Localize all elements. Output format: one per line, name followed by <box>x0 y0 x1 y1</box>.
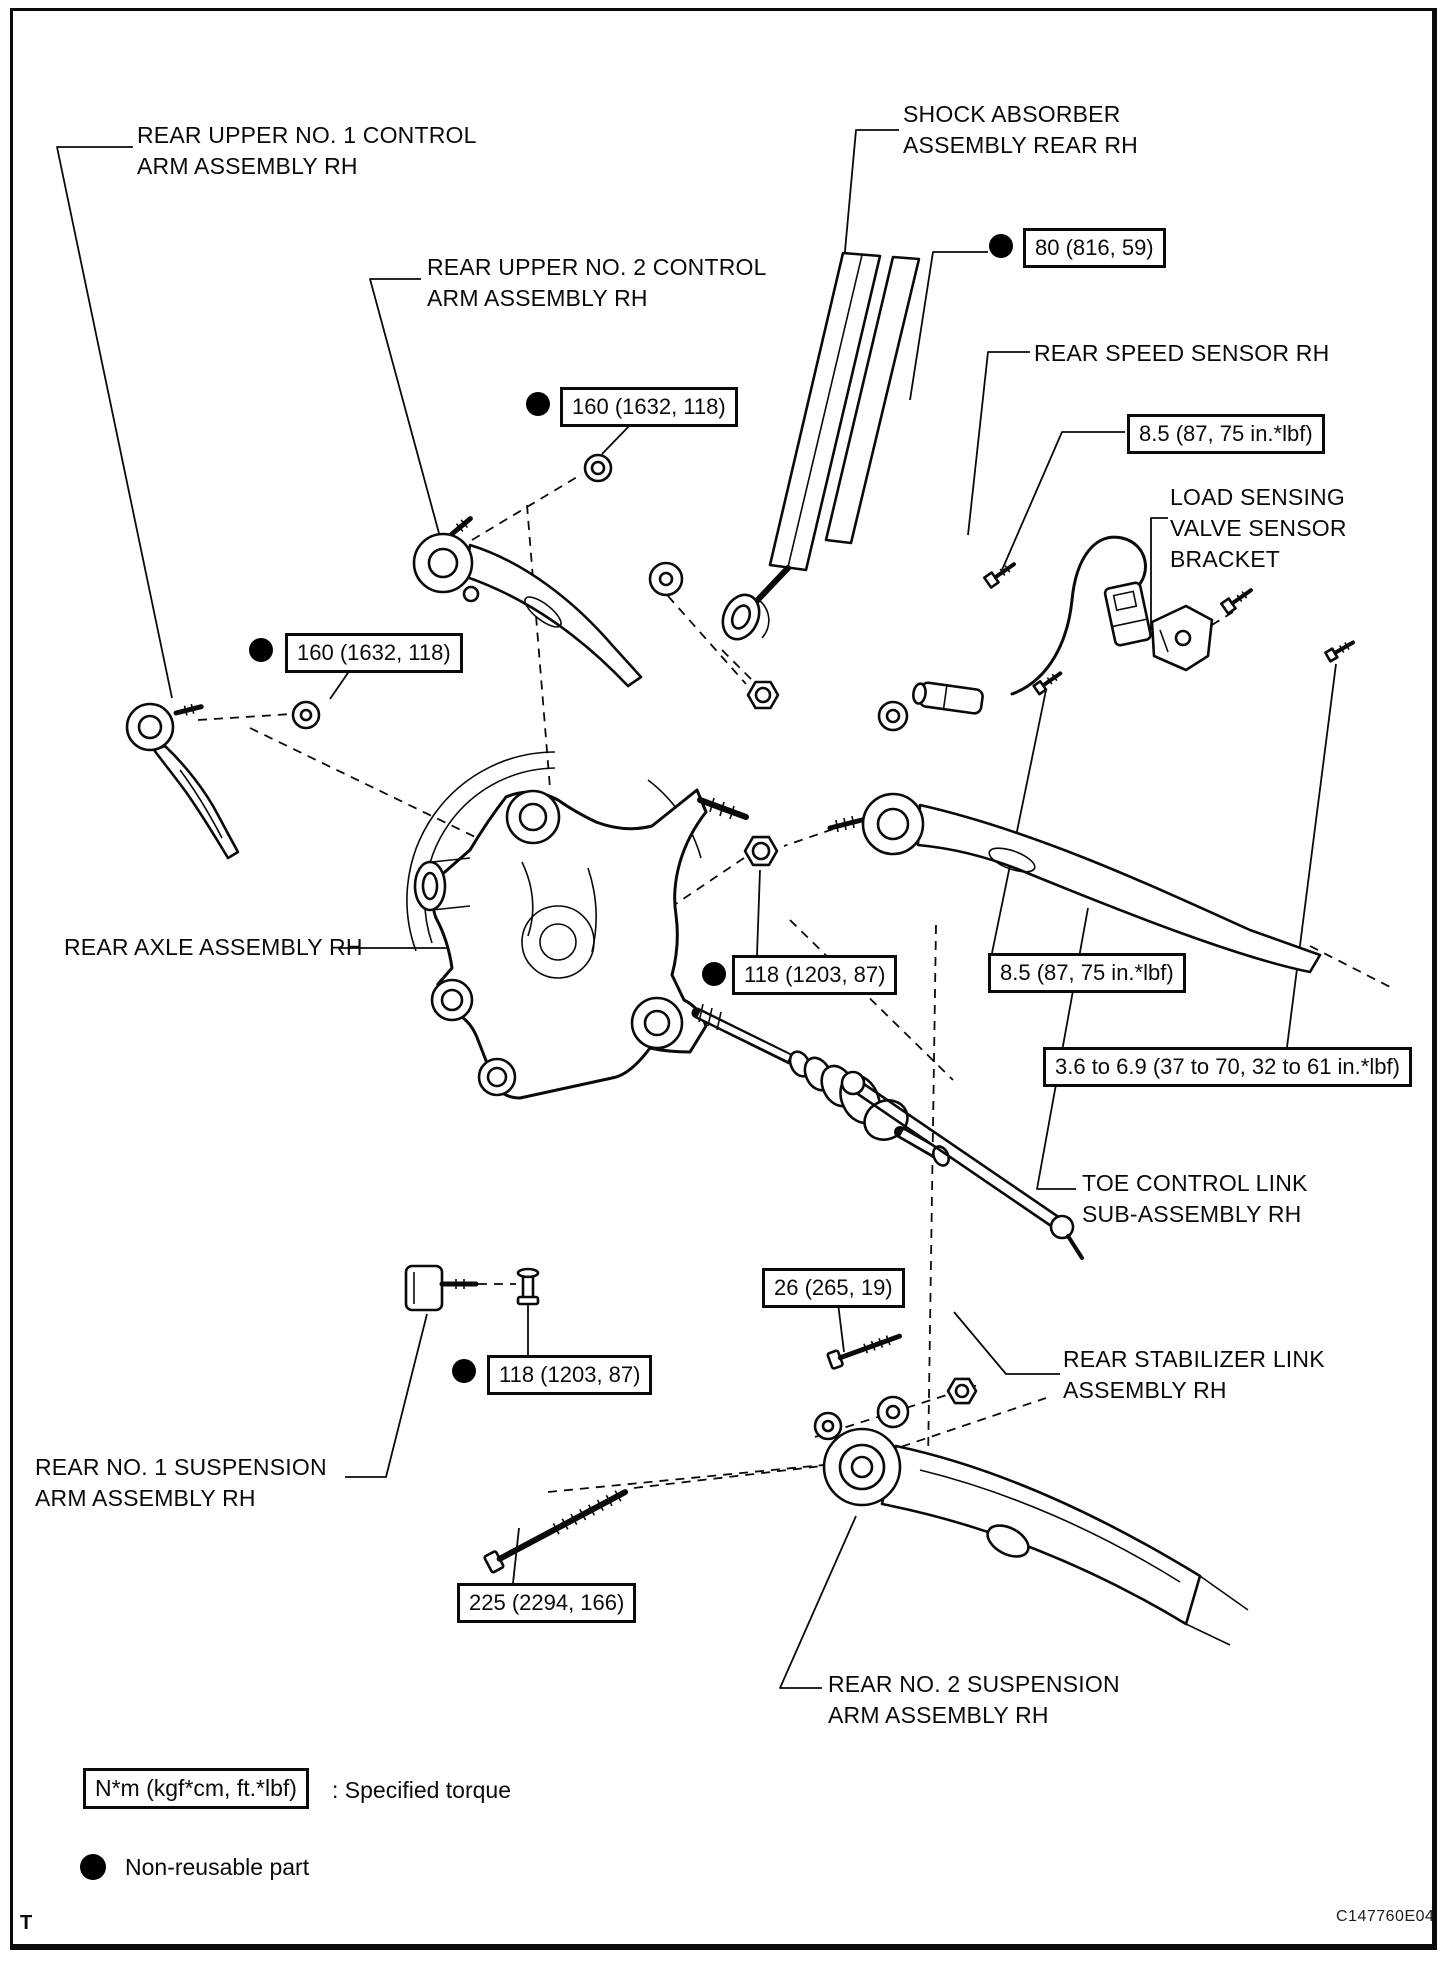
label-rear-axle-assembly: REAR AXLE ASSEMBLY RH <box>64 934 363 960</box>
legend-non-reusable-caption: Non-reusable part <box>125 1854 310 1880</box>
non-reusable-marker-icon <box>80 1854 106 1880</box>
non-reusable-marker-icon <box>702 962 726 986</box>
legend-torque-unit-box: N*m (kgf*cm, ft.*lbf) <box>83 1768 309 1809</box>
speed-sensor-drawing <box>912 537 1152 714</box>
torque-box-upper-arm1: 160 (1632, 118) <box>285 633 463 673</box>
non-reusable-marker-icon <box>989 234 1013 258</box>
label-rear-stabilizer-link: REAR STABILIZER LINK ASSEMBLY RH <box>1063 1346 1325 1403</box>
torque-box-toe-link: 118 (1203, 87) <box>732 955 897 995</box>
bolt-icon <box>984 559 1017 587</box>
torque-box-bracket-bolt: 8.5 (87, 75 in.*lbf) <box>988 953 1186 993</box>
torque-box-speed-sensor: 8.5 (87, 75 in.*lbf) <box>1127 414 1325 454</box>
label-shock-absorber: SHOCK ABSORBER ASSEMBLY REAR RH <box>903 101 1138 158</box>
rear-axle-knuckle-drawing <box>415 790 746 1098</box>
toe-link-stud <box>830 816 862 832</box>
torque-box-suspension-arm2: 225 (2294, 166) <box>457 1583 636 1623</box>
non-reusable-marker-icon <box>526 392 550 416</box>
figure-code: C147760E04 <box>1336 1908 1435 1925</box>
cv-axle-drawing <box>697 1004 952 1168</box>
upper-control-arm-1-drawing <box>127 702 238 858</box>
bolt-icon <box>1221 585 1254 613</box>
legend-torque-caption: : Specified torque <box>332 1777 512 1803</box>
toe-control-link-drawing <box>830 794 1320 972</box>
suspension-arm-1-drawing <box>406 1266 538 1310</box>
torque-box-suspension-arm1: 118 (1203, 87) <box>487 1355 652 1395</box>
torque-box-shock-lower: 80 (816, 59) <box>1023 228 1166 268</box>
label-rear-upper-no2-control-arm: REAR UPPER NO. 2 CONTROL ARM ASSEMBLY RH <box>427 254 767 311</box>
page-corner-mark: T <box>20 1912 33 1934</box>
label-rear-no2-suspension-arm: REAR NO. 2 SUSPENSION ARM ASSEMBLY RH <box>828 1671 1120 1728</box>
torque-box-stabilizer-link: 26 (265, 19) <box>762 1268 905 1308</box>
non-reusable-marker-icon <box>452 1359 476 1383</box>
torque-box-upper-arm2: 160 (1632, 118) <box>560 387 738 427</box>
bolt-icon <box>1034 669 1063 694</box>
label-rear-upper-no1-control-arm: REAR UPPER NO. 1 CONTROL ARM ASSEMBLY RH <box>137 122 477 179</box>
bolt-icon <box>827 1329 902 1369</box>
pivot-pin <box>518 1269 538 1304</box>
torque-box-sensor-bracket-range: 3.6 to 6.9 (37 to 70, 32 to 61 in.*lbf) <box>1043 1047 1412 1087</box>
label-toe-control-link: TOE CONTROL LINK SUB-ASSEMBLY RH <box>1082 1170 1308 1227</box>
non-reusable-marker-icon <box>249 638 273 662</box>
bolt-icon <box>484 1484 629 1573</box>
load-sensing-bracket-drawing <box>1152 606 1212 670</box>
label-load-sensing-bracket: LOAD SENSING VALVE SENSOR BRACKET <box>1170 484 1347 572</box>
hub-stud-bolt <box>700 798 746 819</box>
label-rear-no1-suspension-arm: REAR NO. 1 SUSPENSION ARM ASSEMBLY RH <box>35 1454 327 1511</box>
suspension-arm-2-drawing <box>824 1429 1248 1645</box>
bolt-icon <box>1325 638 1355 661</box>
label-rear-speed-sensor: REAR SPEED SENSOR RH <box>1034 340 1330 366</box>
